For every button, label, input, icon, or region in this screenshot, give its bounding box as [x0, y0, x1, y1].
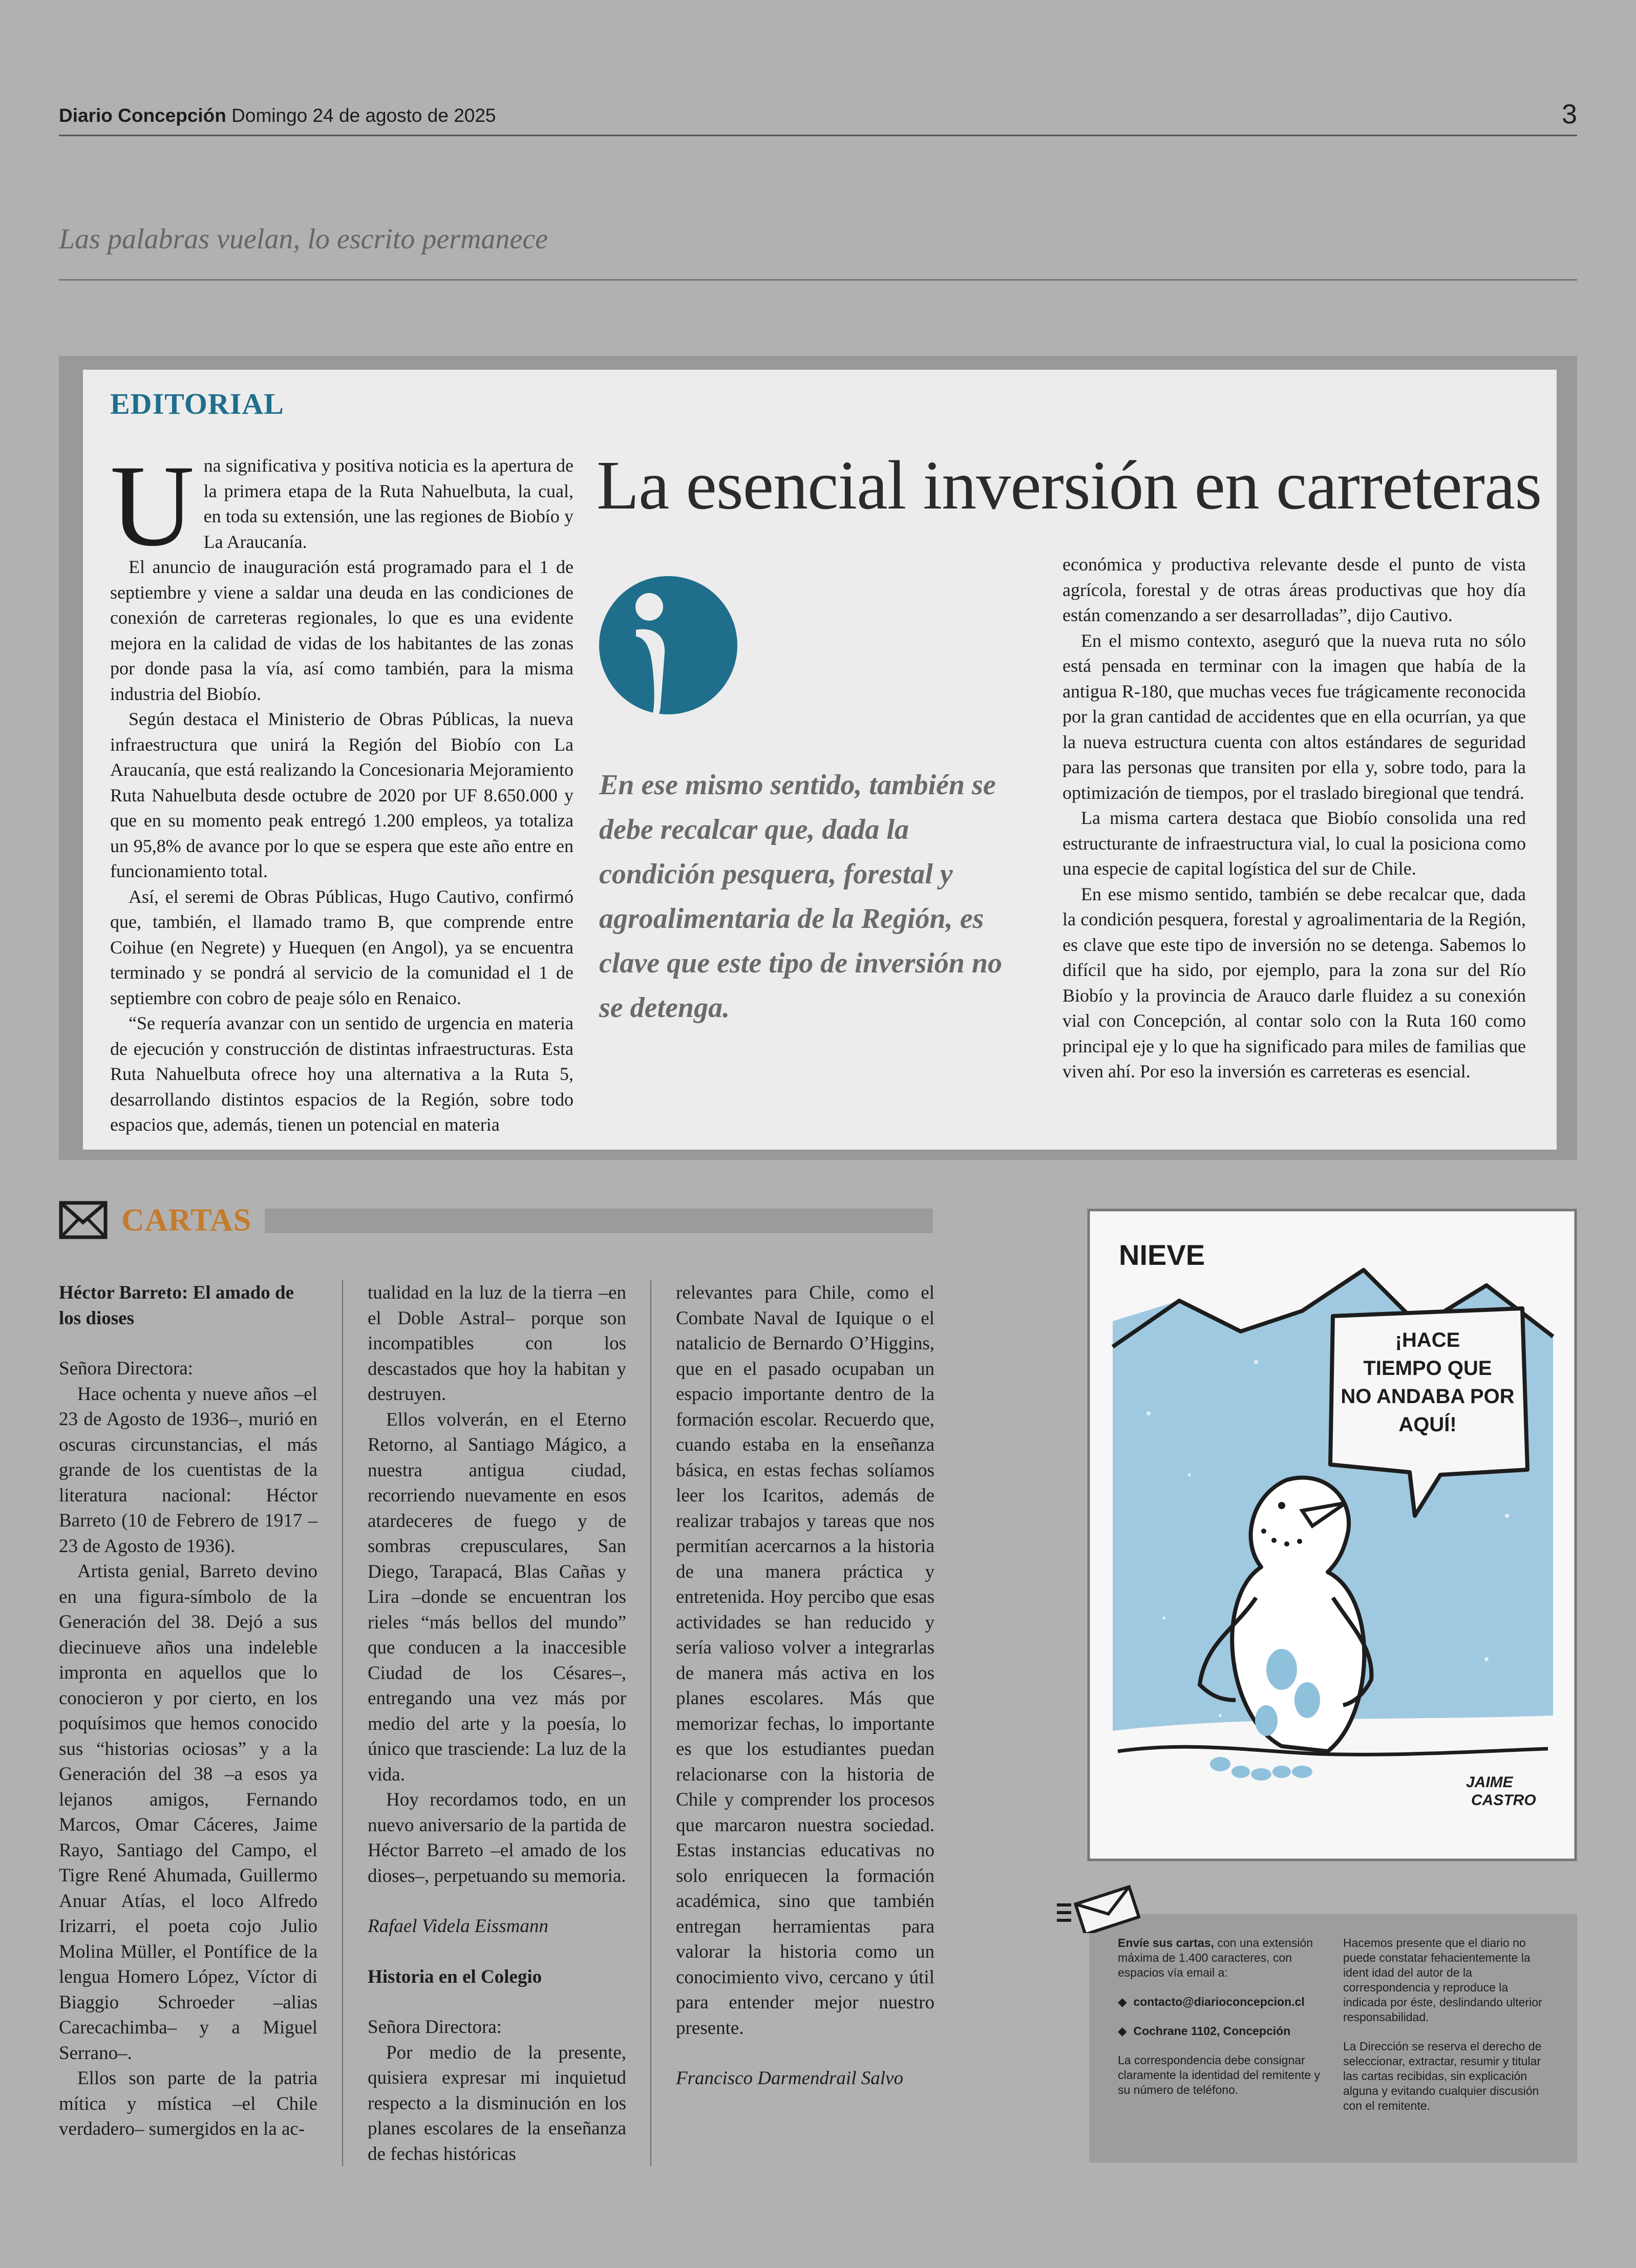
envelope-icon	[59, 1201, 108, 1239]
editorial-paragraph: “Se requería avanzar con un sentido de urgencia en materia de ejecución y construcción de distintas infraestructuras. Esta Ruta Nahuelbuta ofrece hoy una alternativa a la Ruta 5, desarrollando distintos espacios de la Región, sobre todo espacios que, además, tienen un potencial en materia	[110, 1013, 573, 1135]
cartoon-title: NIEVE	[1119, 1239, 1205, 1271]
paper-name: Diario Concepción	[59, 105, 226, 126]
cartoon-signature: CASTRO	[1471, 1792, 1536, 1809]
editorial-paragraph: La misma cartera destaca que Biobío consolida una red estructurante de infraestructura vial, lo cual la posiciona como una especie de capital logística del sur de Chile.	[1063, 808, 1526, 879]
column-divider	[342, 1280, 343, 2166]
editorial-paragraph: Una significativa y positiva noticia es la apertura de la primera etapa de la Ruta Nahuelbuta, la cual, en toda su extensión, une las regiones de Biobío y La Araucanía.	[110, 441, 573, 570]
editorial-paragraph: Según destaca el Ministerio de Obras Públicas, la nueva infraestructura que unirá la Región del Biobío con La Araucanía, que está realizando la Concesionaria Mejoramiento Ruta Nahuelbuta desde octubre de 2020 por UF 8.650.000 y que en su momento peak entregó 1.200 empleos, ya totaliza un 95,8% de avance por lo que se espera que este año entre en funcionamiento total.	[110, 709, 573, 881]
slogan-rule	[59, 279, 1577, 281]
letter-signature: Francisco Darmendrail Salvo	[676, 2068, 903, 2089]
editorial-paragraph: económica y productiva relevante desde el punto de vista agrícola, forestal y de otras áreas productivas que hoy día están comenzando a ser desarrolladas”, dijo Cautivo.	[1063, 554, 1526, 625]
cartas-label: CARTAS	[121, 1203, 252, 1238]
editorial-column-1	[110, 441, 573, 1138]
envelope-flying-icon	[1056, 1884, 1140, 1933]
contact-right	[1343, 1936, 1553, 2128]
letter-paragraph: Por medio de la presente, quisiera expresar mi inquietud respecto a la disminución en los planes escolares de la enseñanza de fechas históricas	[368, 2042, 626, 2165]
letters-column-3	[676, 1280, 934, 2091]
cartoon	[1087, 1209, 1577, 1861]
contact-intro: Envíe sus cartas, con una extensión máxima de 1.400 caracteres, con espacios vía email a:	[1118, 1936, 1313, 1979]
page-number: 3	[1561, 99, 1577, 130]
column-divider	[650, 1280, 651, 2166]
speech-line: NO ANDABA POR	[1341, 1385, 1515, 1408]
editorial-title: La esencial inversión en carreteras	[597, 447, 1542, 524]
editorial-paragraph: El anuncio de inauguración está programado para el 1 de septiembre y viene a saldar una deuda en las condiciones de conexión de carreteras regionales, lo que es una evidente mejora en la calidad de vidas de los habitantes de las zonas por donde pasa la vía, así como también, para la misma industria del Biobío.	[110, 557, 573, 704]
editorial-column-3	[1063, 552, 1526, 1085]
editorial-paragraph: Así, el seremi de Obras Públicas, Hugo Cautivo, confirmó que, también, el llamado tramo B, que comprende entre Coihue (en Negrete) y Huequen (en Angol), ya se encuentra terminado y se pondrá al servicio de la comunidad el 1 de septiembre con cobro de peaje sólo en Renaico.	[110, 886, 573, 1008]
letter-salutation: Señora Directora:	[59, 1358, 193, 1379]
letter-heading: Historia en el Colegio	[368, 1966, 542, 1987]
section-slogan: Las palabras vuelan, lo escrito permanece	[59, 223, 548, 255]
issue-date: Domingo 24 de agosto de 2025	[231, 105, 496, 126]
editorial-paragraph: En el mismo contexto, aseguró que la nueva ruta no sólo está pensada en terminar con la imagen que había de la antigua R-180, que muchas veces fue trágicamente reconocida por la gran cantidad de accidentes que en ella ocurrían, ya que la nueva estructura cuenta con altos estándares de seguridad para las personas que transiten por ella y, sobre todo, para la optimización de tiempos, por el traslado biregional que tendrá.	[1063, 630, 1526, 803]
letter-paragraph: Artista genial, Barreto devino en una figura-símbolo de la Generación del 38. Dejó a sus diecinueve años una indeleble impronta en aquellos que lo conocieron y por cierto, en los poquísimos que hemos conocido sus “historias ociosas” y a la Generación del 38 –a esos ya lejanos amigos, Fernando Marcos, Omar Cáceres, Jaime Rayo, Santiago del Campo, el Tigre René Ahumada, Guillermo Anuar Atías, el loco Alfredo Irizarri, el poeta cojo Julio Molina Müller, el Pontífice de la lengua Homero López, Víctor di Biaggio Schroeder –alias Carecachimba– y a Miguel Serrano–.	[59, 1561, 317, 2064]
drop-cap: U	[110, 441, 195, 570]
letter-paragraph: Hace ochenta y nueve años –el 23 de Agosto de 1936–, murió en oscuras circunstancias, el más grande de los cuentistas de la literatura nacional: Héctor Barreto (10 de Febrero de 1917 – 23 de Agosto de 1936).	[59, 1383, 317, 1557]
contact-email: ◆ contacto@diarioconcepcion.cl	[1118, 1995, 1305, 2008]
letter-paragraph: Ellos son parte de la patria mítica y mística –el Chile verdadero– sumergidos en la ac-	[59, 2068, 317, 2139]
letter-paragraph: relevantes para Chile, como el Combate Naval de Iquique o el natalicio de Bernardo O’Higgins, que en el pasado ocupaban un espacio importante dentro de la formación escolar. Recuerdo que, cuando estaba en la enseñanza básica, en estas fechas solíamos leer los Icaritos, además de realizar trabajos y tareas que nos permitían acercarnos a la historia de una manera práctica y entretenida. Hoy percibo que esas actividades se han reducido y sería valioso volver a integrarlas de manera más activa en los planes escolares. Más que memorizar fechas, lo importante es que los estudiantes puedan relacionarse con la historia de Chile y comprender los procesos que marcaron nuestra sociedad. Estas instancias educativas no solo enriquecen la formación académica, sino que también entregan herramientas para valorar la historia como un conocimiento vivo, cercano y útil para entender mejor nuestro presente.	[676, 1282, 934, 2039]
letter-salutation: Señora Directora:	[368, 2017, 502, 2038]
contact-rights: La Dirección se reserva el derecho de seleccionar, extractar, resumir y titular las cartas recibidas, sin explicación alguna y evitando cualquier discusión con el remitente.	[1343, 2040, 1542, 2112]
contact-address: ◆ Cochrane 1102, Concepción	[1118, 2024, 1291, 2038]
speech-line: ¡HACE	[1395, 1329, 1460, 1351]
editorial-paragraph: En ese mismo sentido, también se debe recalcar que, dada la condición pesquera, forestal y agroalimentaria de la Región, es clave que este tipo de inversión no se detenga. Sabemos lo difícil que ha sido, por ejemplo, para la zona sur del Río Biobío y la provincia de Arauco darle fluidez a su conexión vial con Concepción, al contar solo con la Ruta 160 como principal eje y lo que ha significado para miles de familias que viven ahí. Por eso la inversión es carreteras es esencial.	[1063, 883, 1526, 1082]
letter-paragraph: Ellos volverán, en el Eterno Retorno, al Santiago Mágico, a nuestra antigua ciudad, recorriendo nuevamente en esos atardeceres de fuego y de sombras crepusculares, San Diego, Tarapacá, Blas Cañas y Lira –donde se encuentran los rieles “más bellos del mundo” que conducen a la inaccesible Ciudad de los Césares–, entregando una vez más por medio del arte y la poesía, lo único que trasciende: La luz de la vida.	[368, 1409, 626, 1785]
cartoon-signature: JAIME	[1466, 1774, 1513, 1791]
editorial-label: EDITORIAL	[110, 387, 284, 420]
pull-quote: En ese mismo sentido, también se debe recalcar que, dada la condición pesquera, forestal y agroalimentaria de la Región, es clave que este tipo de inversión no se detenga.	[599, 769, 1003, 1024]
contact-disclaimer: Hacemos presente que el diario no puede constatar fehacientemente la ident idad del autor de la correspondencia y reproduce la indicada por éste, deslindando ulterior responsabilidad.	[1343, 1936, 1542, 2024]
contact-note: La correspondencia debe consignar claramente la identidad del remitente y su número de teléfono.	[1118, 2053, 1321, 2096]
letter-signature: Rafael Videla Eissmann	[368, 1916, 548, 1937]
contact-left	[1118, 1936, 1325, 2112]
masthead	[59, 105, 496, 126]
letters-column-2	[368, 1280, 626, 2167]
letters-column-1	[59, 1280, 317, 2142]
speech-line: AQUÍ!	[1398, 1413, 1457, 1436]
speech-line: TIEMPO QUE	[1363, 1357, 1492, 1380]
letter-paragraph: tualidad en la luz de la tierra –en el Doble Astral– porque son incompatibles con los descastados que hoy la habitan y destruyen.	[368, 1282, 626, 1405]
letter-paragraph: Hoy recordamos todo, en un nuevo aniversario de la partida de Héctor Barreto –el amado de los dioses–, perpetuando su memoria.	[368, 1789, 626, 1887]
letter-heading: Héctor Barreto: El amado de los dioses	[59, 1282, 294, 1329]
info-icon	[599, 576, 737, 722]
header-rule	[59, 135, 1577, 136]
cartas-bar	[265, 1209, 933, 1233]
